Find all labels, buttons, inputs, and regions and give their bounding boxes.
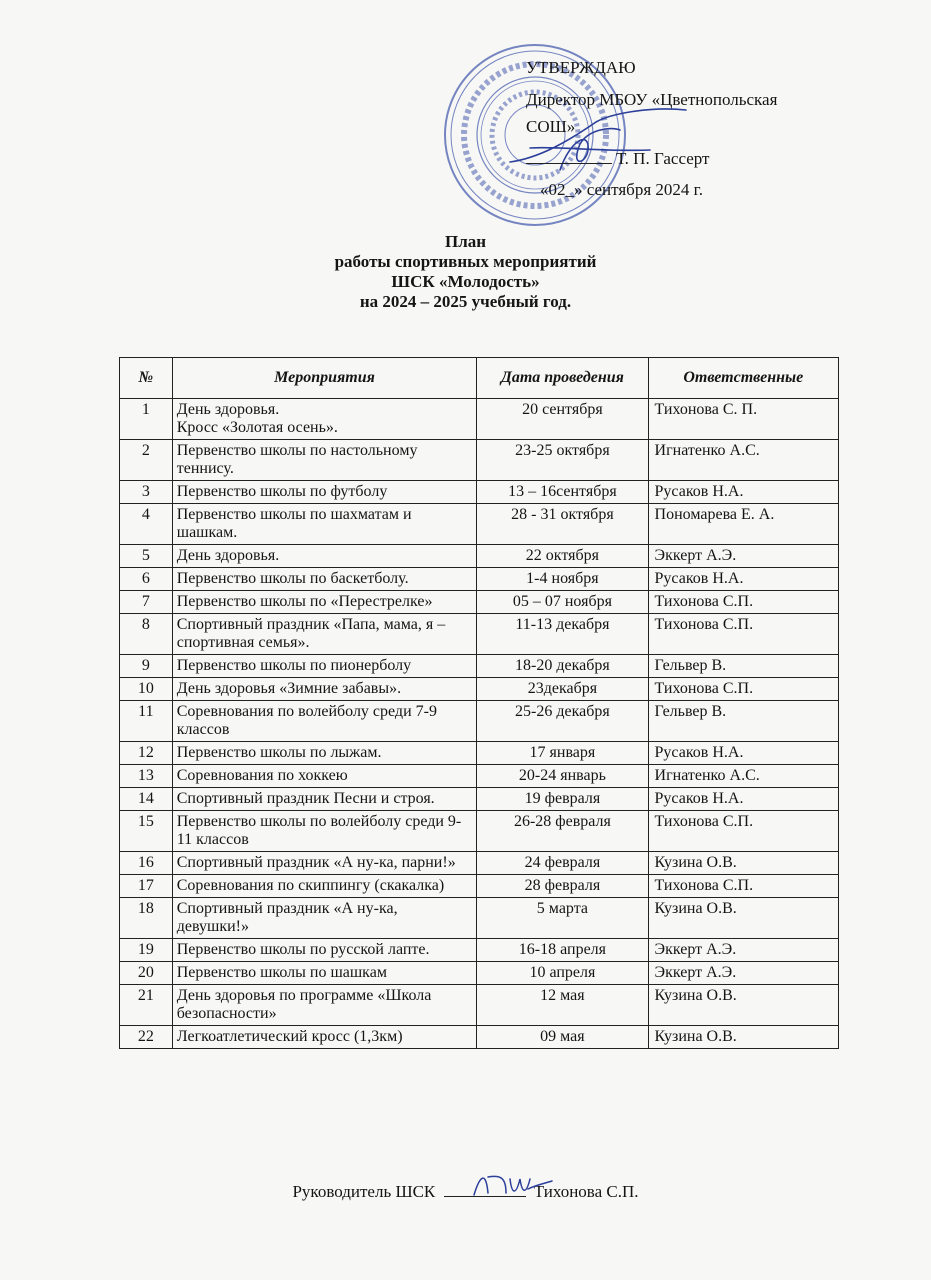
table-row <box>120 852 839 875</box>
row-event: Первенство школы по волейболу среди 9-11 классов <box>172 811 477 852</box>
row-event: Легкоатлетический кросс (1,3км) <box>172 1026 477 1049</box>
table-row <box>120 765 839 788</box>
row-number: 15 <box>120 811 173 852</box>
row-date: 05 – 07 ноября <box>477 591 648 614</box>
row-responsible: Русаков Н.А. <box>648 568 838 591</box>
approval-signer <box>526 149 709 169</box>
row-date: 17 января <box>477 742 648 765</box>
row-event: Спортивный праздник «А ну-ка, девушки!» <box>172 898 477 939</box>
row-number: 17 <box>120 875 173 898</box>
row-number: 11 <box>120 701 173 742</box>
row-event: Первенство школы по русской лапте. <box>172 939 477 962</box>
table-row <box>120 811 839 852</box>
row-date: 28 февраля <box>477 875 648 898</box>
row-date: 28 - 31 октября <box>477 504 648 545</box>
row-event: Первенство школы по шахматам и шашкам. <box>172 504 477 545</box>
row-date: 20-24 январь <box>477 765 648 788</box>
table-row <box>120 875 839 898</box>
row-responsible: Кузина О.В. <box>648 1026 838 1049</box>
row-date: 23-25 октября <box>477 440 648 481</box>
table-row <box>120 678 839 701</box>
header-num: № <box>120 358 173 399</box>
row-responsible: Пономарева Е. А. <box>648 504 838 545</box>
row-date: 25-26 декабря <box>477 701 648 742</box>
row-date: 1-4 ноября <box>477 568 648 591</box>
row-event: Первенство школы по баскетболу. <box>172 568 477 591</box>
row-event: Спортивный праздник Песни и строя. <box>172 788 477 811</box>
row-event: Первенство школы по «Перестрелке» <box>172 591 477 614</box>
row-event: Спортивный праздник «А ну-ка, парни!» <box>172 852 477 875</box>
row-number: 10 <box>120 678 173 701</box>
row-number: 22 <box>120 1026 173 1049</box>
row-event: Первенство школы по лыжам. <box>172 742 477 765</box>
row-responsible: Русаков Н.А. <box>648 742 838 765</box>
row-date: 19 февраля <box>477 788 648 811</box>
row-event: День здоровья «Зимние забавы». <box>172 678 477 701</box>
row-responsible: Гельвер В. <box>648 655 838 678</box>
row-number: 13 <box>120 765 173 788</box>
row-event: Первенство школы по настольному теннису. <box>172 440 477 481</box>
row-event: Первенство школы по шашкам <box>172 962 477 985</box>
table-row <box>120 962 839 985</box>
row-number: 5 <box>120 545 173 568</box>
table-row <box>120 614 839 655</box>
events-table <box>119 357 839 1049</box>
title-line-1: План <box>444 232 487 251</box>
row-number: 1 <box>120 399 173 440</box>
table-row <box>120 568 839 591</box>
row-responsible: Тихонова С.П. <box>648 875 838 898</box>
row-date: 5 марта <box>477 898 648 939</box>
table-row <box>120 399 839 440</box>
table-row <box>120 985 839 1026</box>
row-event: Спортивный праздник «Папа, мама, я – спортивная семья». <box>172 614 477 655</box>
row-responsible: Эккерт А.Э. <box>648 939 838 962</box>
table-header-row <box>120 358 839 399</box>
row-responsible: Тихонова С.П. <box>648 591 838 614</box>
row-responsible: Гельвер В. <box>648 701 838 742</box>
table-row <box>120 504 839 545</box>
header-responsible: Ответственные <box>648 358 838 399</box>
row-date: 26-28 февраля <box>477 811 648 852</box>
row-number: 19 <box>120 939 173 962</box>
table-row <box>120 591 839 614</box>
row-number: 14 <box>120 788 173 811</box>
row-date: 20 сентября <box>477 399 648 440</box>
row-event: Соревнования по хоккею <box>172 765 477 788</box>
approval-signer-name: Т. П. Гассерт <box>616 149 710 168</box>
row-responsible: Тихонова С. П. <box>648 399 838 440</box>
header-date: Дата проведения <box>477 358 648 399</box>
row-number: 4 <box>120 504 173 545</box>
table-row <box>120 481 839 504</box>
row-number: 9 <box>120 655 173 678</box>
approval-block <box>0 0 931 220</box>
table-row <box>120 440 839 481</box>
approval-date: «02_» сентября 2024 г. <box>540 180 703 199</box>
row-number: 21 <box>120 985 173 1026</box>
footer-name: Тихонова С.П. <box>533 1182 639 1201</box>
row-responsible: Тихонова С.П. <box>648 811 838 852</box>
table-row <box>120 1026 839 1049</box>
row-date: 22 октября <box>477 545 648 568</box>
approval-org: СОШ» <box>526 117 576 136</box>
row-number: 8 <box>120 614 173 655</box>
row-date: 16-18 апреля <box>477 939 648 962</box>
row-event: День здоровья по программе «Школа безопасности» <box>172 985 477 1026</box>
row-date: 23декабря <box>477 678 648 701</box>
row-number: 20 <box>120 962 173 985</box>
table-row <box>120 655 839 678</box>
row-event: День здоровья. Кросс «Золотая осень». <box>172 399 477 440</box>
table-row <box>120 788 839 811</box>
row-number: 6 <box>120 568 173 591</box>
row-number: 12 <box>120 742 173 765</box>
row-date: 12 мая <box>477 985 648 1026</box>
row-date: 18-20 декабря <box>477 655 648 678</box>
row-responsible: Русаков Н.А. <box>648 788 838 811</box>
row-responsible: Тихонова С.П. <box>648 678 838 701</box>
row-responsible: Игнатенко А.С. <box>648 765 838 788</box>
row-date: 13 – 16сентября <box>477 481 648 504</box>
row-number: 18 <box>120 898 173 939</box>
row-responsible: Тихонова С.П. <box>648 614 838 655</box>
title-line-3: ШСК «Молодость» <box>391 272 540 291</box>
title-line-2: работы спортивных мероприятий <box>334 252 597 271</box>
table-row <box>120 742 839 765</box>
header-event: Мероприятия <box>172 358 477 399</box>
row-responsible: Эккерт А.Э. <box>648 545 838 568</box>
row-responsible: Игнатенко А.С. <box>648 440 838 481</box>
row-date: 10 апреля <box>477 962 648 985</box>
row-number: 7 <box>120 591 173 614</box>
row-date: 09 мая <box>477 1026 648 1049</box>
row-number: 3 <box>120 481 173 504</box>
title-line-4: на 2024 – 2025 учебный год. <box>359 292 572 311</box>
row-date: 11-13 декабря <box>477 614 648 655</box>
table-row <box>120 545 839 568</box>
document-title <box>0 232 931 312</box>
row-responsible: Русаков Н.А. <box>648 481 838 504</box>
table-row <box>120 701 839 742</box>
row-date: 24 февраля <box>477 852 648 875</box>
table-row <box>120 898 839 939</box>
footer-label: Руководитель ШСК <box>292 1182 436 1201</box>
table-body <box>120 399 839 1049</box>
head-signature <box>466 1165 556 1205</box>
row-event: Соревнования по скиппингу (скакалка) <box>172 875 477 898</box>
row-event: Первенство школы по пионерболу <box>172 655 477 678</box>
table-row <box>120 939 839 962</box>
row-event: День здоровья. <box>172 545 477 568</box>
row-number: 2 <box>120 440 173 481</box>
row-responsible: Эккерт А.Э. <box>648 962 838 985</box>
row-responsible: Кузина О.В. <box>648 985 838 1026</box>
row-event: Первенство школы по футболу <box>172 481 477 504</box>
row-responsible: Кузина О.В. <box>648 898 838 939</box>
row-event: Соревнования по волейболу среди 7-9 классов <box>172 701 477 742</box>
approval-position: Директор МБОУ «Цветнопольская <box>526 90 778 109</box>
approval-heading: УТВЕРЖДАЮ <box>526 58 636 77</box>
row-responsible: Кузина О.В. <box>648 852 838 875</box>
row-number: 16 <box>120 852 173 875</box>
